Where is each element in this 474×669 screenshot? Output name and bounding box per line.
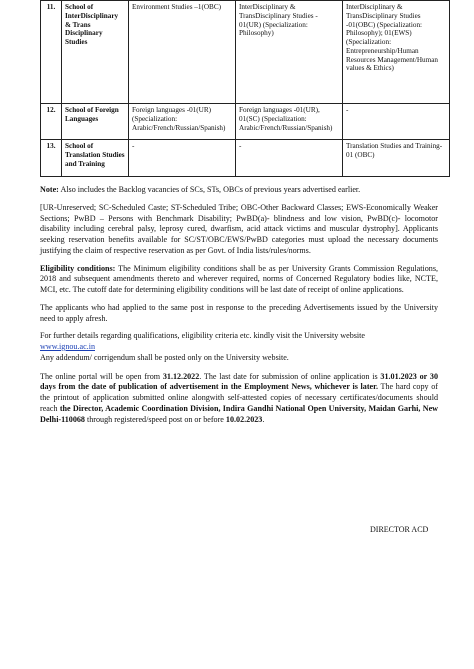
portal-open-date: 31.12.2022 <box>162 371 200 381</box>
further-details-paragraph <box>40 331 438 363</box>
signature-designation: DIRECTOR ACD <box>370 525 429 534</box>
vacancy-cell: Foreign languages -01(UR) (Specialization: Arabic/French/Russian/Spanish) <box>129 104 236 140</box>
note-paragraph <box>40 185 438 196</box>
portal-address: the Director, Academic Coordination Division, Indira Gandhi National Open University, Maidan Garhi, New Delhi-110068 <box>40 403 439 424</box>
vacancy-table <box>40 0 450 177</box>
vacancy-cell: Translation Studies and Training- 01 (OBC) <box>343 140 450 177</box>
portal-text: The online portal will be open from <box>40 371 163 381</box>
vacancy-cell: - <box>236 140 343 177</box>
serial-number-cell: 12. <box>41 104 62 140</box>
vacancy-cell: InterDisciplinary & TransDisciplinary Studies -01(OBC) (Specialization: Philosophy); 01(EWS) (Specialization: Entrepreneurship/Human Resources Management/Human values & Ethics) <box>343 1 450 104</box>
portal-text: . The last date for submission of online application is <box>199 371 381 381</box>
school-name-cell: School of Foreign Languages <box>62 104 129 140</box>
document-page <box>40 0 443 425</box>
vacancy-cell: - <box>343 104 450 140</box>
table-row <box>41 140 450 177</box>
online-portal-paragraph <box>40 372 438 426</box>
portal-text: . <box>262 414 265 424</box>
hard-copy-deadline: 10.02.2023 <box>225 414 263 424</box>
note-text: Also includes the Backlog vacancies of SCs, STs, OBCs of previous years advertised earlier. <box>58 185 361 194</box>
vacancy-cell: Foreign languages -01(UR), 01(SC) (Specialization: Arabic/French/Russian/Spanish) <box>236 104 343 140</box>
serial-number-cell: 13. <box>41 140 62 177</box>
school-name-cell: School of Translation Studies and Training <box>62 140 129 177</box>
university-website-link[interactable]: www.ignou.ac.in <box>40 342 95 351</box>
vacancy-cell: InterDisciplinary & TransDisciplinary Studies - 01(UR) (Specialization: Philosophy) <box>236 1 343 104</box>
eligibility-paragraph <box>40 264 438 296</box>
apply-afresh-paragraph: The applicants who had applied to the same post in response to the preceding Advertisements issued by the University need to apply afresh. <box>40 302 438 323</box>
vacancy-cell: Environment Studies –1(OBC) <box>129 1 236 104</box>
further-details-text: For further details regarding qualifications, eligibility criteria etc. kindly visit the University website <box>40 331 366 341</box>
addendum-text: Any addendum/ corrigendum shall be posted only on the University website. <box>40 352 289 362</box>
eligibility-label: Eligibility conditions: <box>40 263 116 273</box>
portal-text: The hard copy of the printout of application submitted online alongwith self-attested copies of necessary certificates/documents should reach <box>40 382 438 413</box>
vacancy-cell: - <box>129 140 236 177</box>
portal-text: through registered/speed post on or before <box>84 414 226 424</box>
portal-last-date: 31.01.2023 or 30 days from the date of publication of advertisement in the Employment News, whichever is later. <box>40 371 438 392</box>
note-label: Note: <box>40 185 59 194</box>
table-row <box>41 104 450 140</box>
eligibility-text: The Minimum eligibility conditions shall be as per University Grants Commission Regulations, 2018 and subsequent amendments thereto and wherever required, norms of Concerned Regulatory bodies like, NCTE, MCI, etc. The cutoff date for determining eligibility conditions will be last date of receipt of online applications. <box>40 263 438 294</box>
table-row <box>41 1 450 104</box>
school-name-cell: School of InterDisciplinary & Trans Disciplinary Studies <box>62 1 129 104</box>
serial-number-cell: 11. <box>41 1 62 104</box>
abbreviations-paragraph: [UR-Unreserved; SC-Scheduled Caste; ST-Scheduled Tribe; OBC-Other Backward Classes; EWS-Economically Weaker Sections; PwBD – Persons with Benchmark Disability; PwBD(a)- blindness and low vision, PwBD(c)- locomotor disability including cerebral palsy, leprosy cured, dwarfism, acid attack victims and muscular dystrophy]. Applicants seeking reservation benefits available for SC/ST/OBC/EWS/PwBD categories must upload the necessary documents justifying the claim of respective reservation as per Govt. of India lists/rules/norms. <box>40 202 438 255</box>
